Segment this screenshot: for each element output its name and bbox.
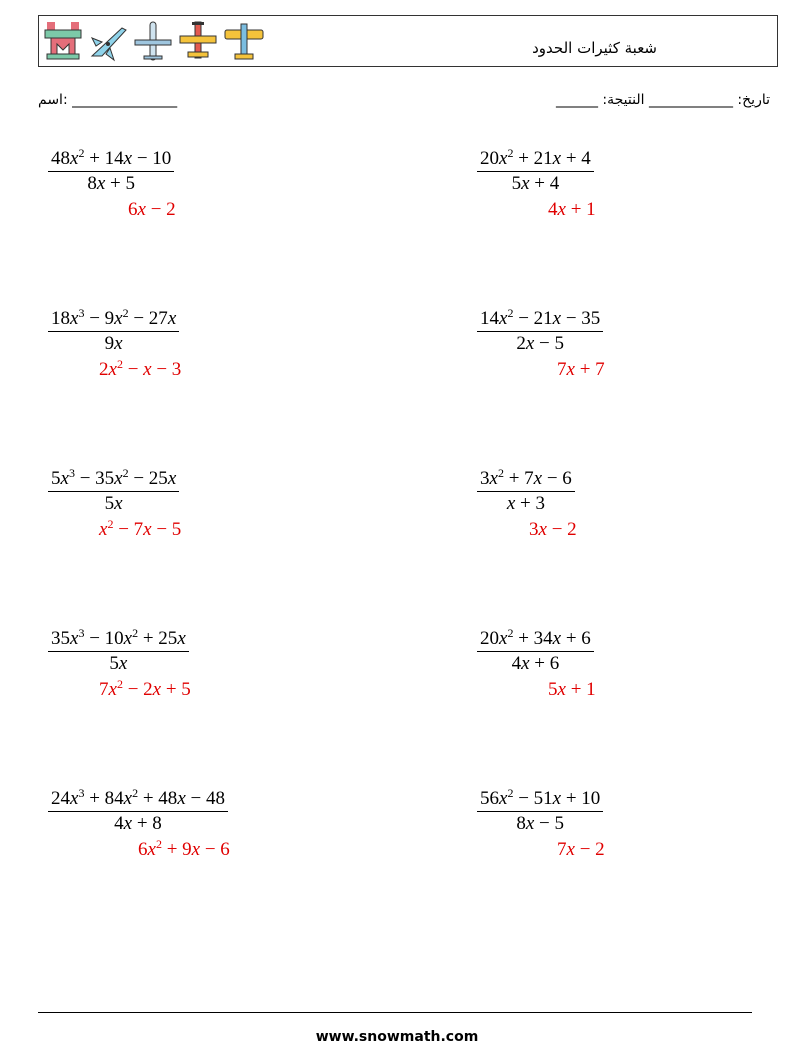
biplane-icon: [178, 20, 218, 62]
toy-robot-icon: [43, 20, 83, 62]
answer: 6x − 2: [128, 199, 176, 220]
numerator: $5x^3 - 35x^2 - 25x$: [48, 467, 179, 492]
fraction: [477, 467, 575, 516]
denominator: 8x − 5: [516, 813, 564, 834]
answer: 3x − 2: [529, 519, 577, 540]
airliner-icon: [133, 20, 173, 62]
answer: 4x + 1: [548, 199, 596, 220]
numerator: $3x^2 + 7x - 6$: [477, 467, 575, 492]
numerator: $14x^2 - 21x - 35$: [477, 307, 603, 332]
denominator: x + 3: [506, 493, 545, 514]
date-score-field: ______ :تاريخ: ____________ النتيجة: [555, 92, 770, 108]
footer-divider: [38, 1012, 752, 1013]
denominator: 5x: [109, 653, 128, 674]
fraction: [477, 627, 594, 676]
denominator: 4x + 6: [511, 653, 560, 674]
name-field: اسم: _______________: [38, 92, 178, 108]
numerator: $18x^3 - 9x^2 - 27x$: [48, 307, 179, 332]
fraction: [48, 467, 179, 516]
fraction: [48, 307, 179, 356]
denominator: 8x + 5: [87, 173, 135, 194]
fraction: [477, 307, 603, 356]
footer-url: www.snowmath.com: [315, 1029, 479, 1045]
fraction: [48, 627, 189, 676]
answer: 7x + 7: [557, 359, 605, 380]
answer: 7x − 2: [557, 839, 605, 860]
fraction: [477, 147, 594, 196]
denominator: 4x + 8: [114, 813, 162, 834]
denominator: 9x: [104, 333, 123, 354]
numerator: $20x^2 + 34x + 6$: [477, 627, 594, 652]
denominator: 5x + 4: [511, 173, 560, 194]
answer: $x^2 - 7x - 5$: [99, 517, 182, 540]
numerator: $56x^2 - 51x + 10$: [477, 787, 603, 812]
fraction: [48, 787, 228, 836]
fraction: [48, 147, 174, 196]
page-title: شعبة كثيرات الحدود: [532, 39, 657, 57]
jet-plane-icon: [88, 20, 128, 62]
answer: $2x^2 - x - 3$: [99, 357, 182, 380]
fraction: [477, 787, 603, 836]
denominator: 2x − 5: [516, 333, 564, 354]
numerator: $20x^2 + 21x + 4$: [477, 147, 594, 172]
numerator: $48x^2 + 14x - 10$: [48, 147, 174, 172]
numerator: $35x^3 - 10x^2 + 25x$: [48, 627, 189, 652]
answer: $6x^2 + 9x - 6$: [138, 837, 230, 860]
denominator: 5x: [104, 493, 123, 514]
answer: 5x + 1: [548, 679, 596, 700]
header-box: [38, 15, 778, 67]
answer: $7x^2 - 2x + 5$: [99, 677, 191, 700]
small-plane-icon: [223, 20, 265, 62]
numerator: $24x^3 + 84x^2 + 48x - 48$: [48, 787, 228, 812]
